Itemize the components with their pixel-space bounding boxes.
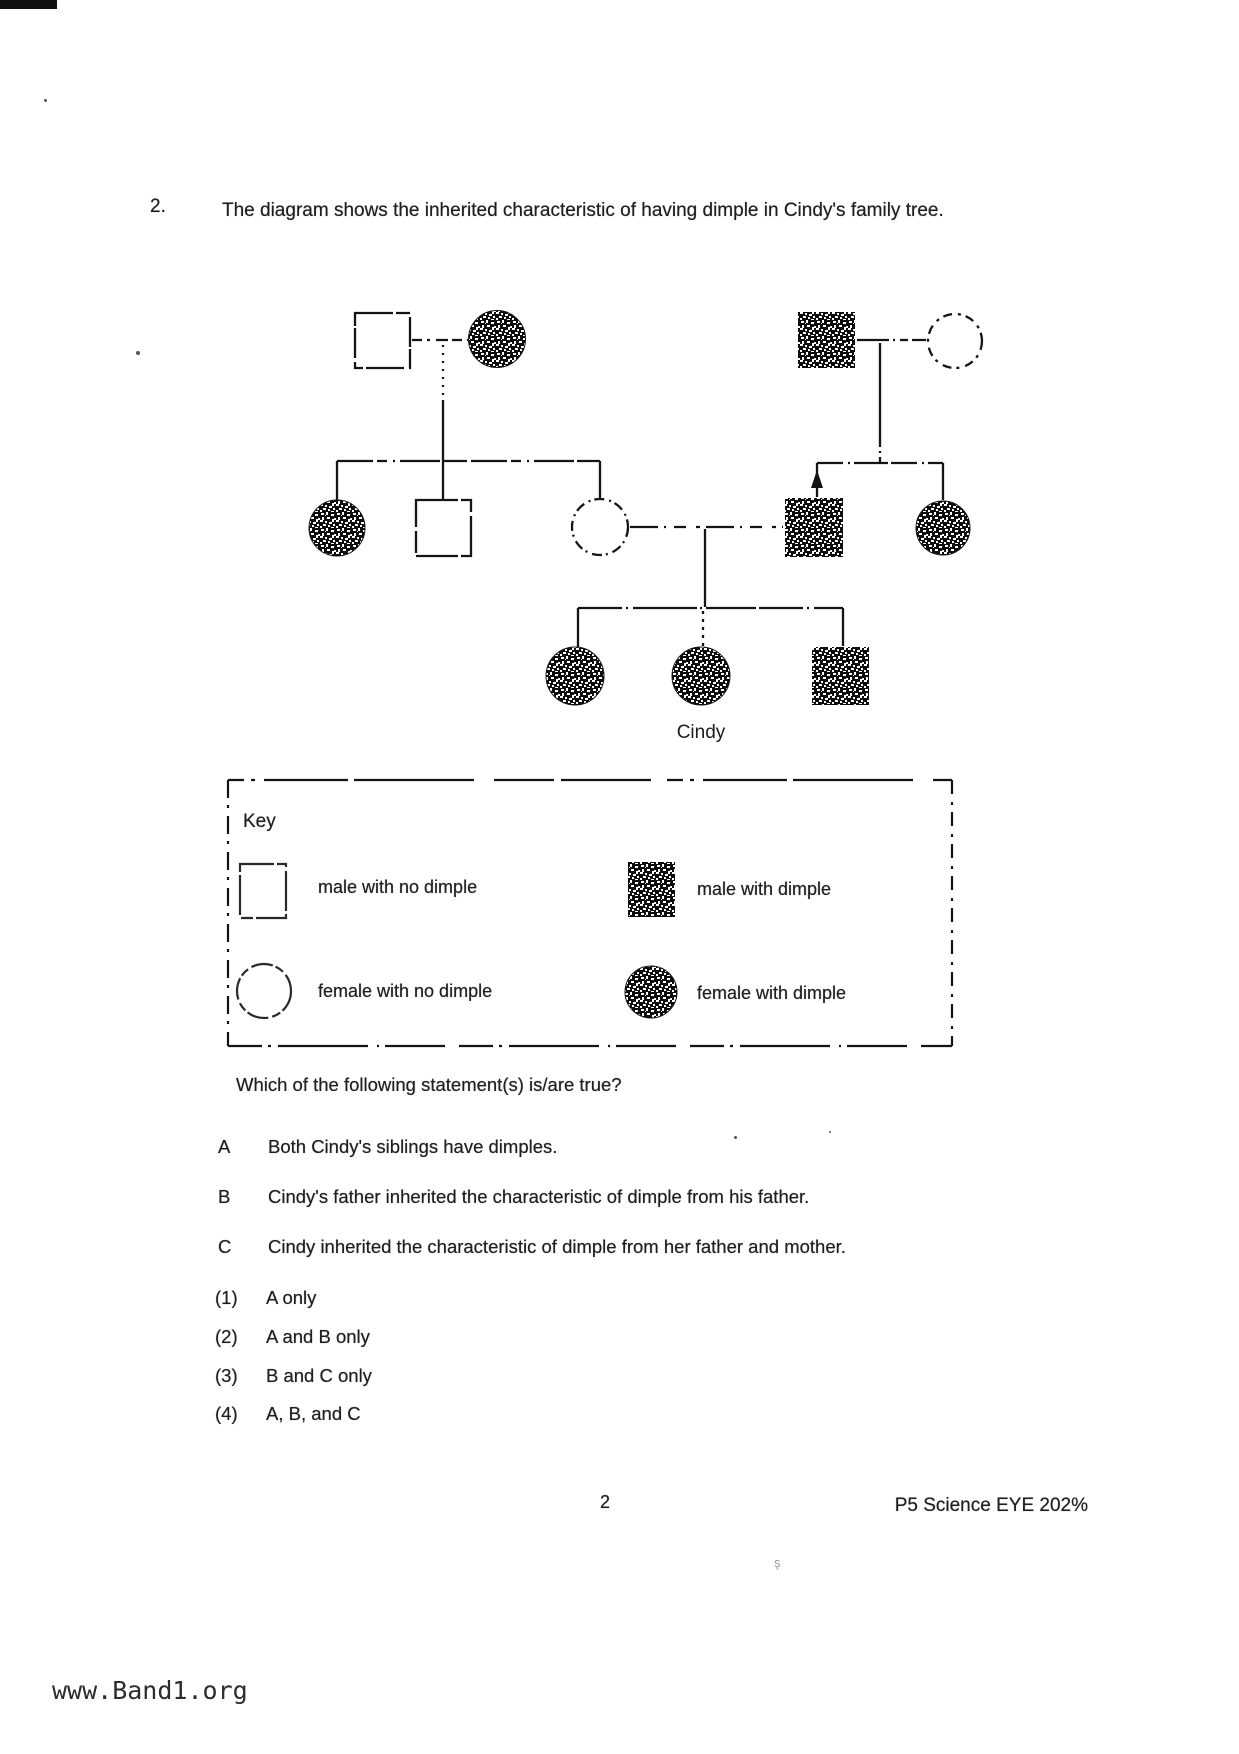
watermark: www.Band1.org bbox=[52, 1676, 248, 1705]
proband-label: Cindy bbox=[676, 722, 726, 743]
key-box bbox=[220, 770, 970, 1060]
option-3-text: B and C only bbox=[266, 1365, 372, 1386]
statement-b-text: Cindy's father inherited the characteristic of dimple from his father. bbox=[268, 1186, 810, 1207]
pedigree-node-brother bbox=[812, 647, 869, 705]
scan-speck bbox=[734, 1136, 737, 1139]
option-4-text: A, B, and C bbox=[266, 1403, 361, 1424]
pedigree-node-uncle bbox=[416, 500, 471, 556]
pedigree-node-grandfather-right bbox=[798, 312, 855, 368]
statement-c-text: Cindy inherited the characteristic of dimple from her father and mother. bbox=[268, 1236, 846, 1257]
key-swatch-filled-square bbox=[628, 862, 675, 917]
option-4-label: (4) bbox=[215, 1403, 238, 1424]
statement-a-label: A bbox=[218, 1136, 231, 1157]
arrow-up-icon bbox=[811, 470, 823, 488]
pedigree-node-grandmother-left bbox=[469, 311, 526, 368]
pedigree-node-sister bbox=[546, 647, 604, 705]
pedigree-node-cindy bbox=[672, 647, 730, 705]
scan-speck bbox=[44, 99, 47, 102]
page-number: 2 bbox=[600, 1492, 611, 1512]
scan-speck bbox=[136, 351, 140, 355]
key-label-male-dimple: male with dimple bbox=[697, 879, 832, 899]
option-3-label: (3) bbox=[215, 1365, 238, 1386]
option-1-text: A only bbox=[266, 1287, 317, 1308]
pedigree-diagram bbox=[250, 290, 1010, 760]
key-label-female-dimple: female with dimple bbox=[697, 983, 847, 1003]
key-label-male-no-dimple: male with no dimple bbox=[318, 877, 478, 897]
question-prompt: Which of the following statement(s) is/are true? bbox=[236, 1074, 622, 1095]
key-swatch-empty-circle bbox=[237, 964, 291, 1018]
pedigree-node-grandfather-left bbox=[355, 313, 410, 368]
option-1-label: (1) bbox=[215, 1287, 238, 1308]
scan-edge-artifact bbox=[0, 0, 57, 9]
question-number: 2. bbox=[150, 196, 166, 217]
pedigree-node-aunt-left bbox=[309, 500, 365, 556]
statement-b-label: B bbox=[218, 1186, 231, 1207]
key-swatch-empty-square bbox=[240, 864, 286, 918]
key-title: Key bbox=[243, 811, 276, 832]
stray-mark: ş bbox=[774, 1555, 781, 1570]
pedigree-node-mother bbox=[572, 499, 628, 555]
pedigree-node-aunt-right bbox=[916, 501, 970, 555]
statement-a-text: Both Cindy's siblings have dimples. bbox=[268, 1136, 558, 1157]
exam-code: P5 Science EYE 202% bbox=[894, 1495, 1088, 1516]
option-2-label: (2) bbox=[215, 1326, 238, 1347]
pedigree-node-grandmother-right bbox=[928, 314, 982, 368]
key-label-female-no-dimple: female with no dimple bbox=[318, 981, 493, 1001]
scan-speck bbox=[829, 1131, 831, 1133]
option-2-text: A and B only bbox=[266, 1326, 370, 1347]
question-text: The diagram shows the inherited characteristic of having dimple in Cindy's family tree. bbox=[222, 200, 944, 221]
statement-c-label: C bbox=[218, 1236, 232, 1257]
pedigree-node-father bbox=[785, 498, 843, 557]
key-swatch-filled-circle bbox=[625, 966, 677, 1018]
